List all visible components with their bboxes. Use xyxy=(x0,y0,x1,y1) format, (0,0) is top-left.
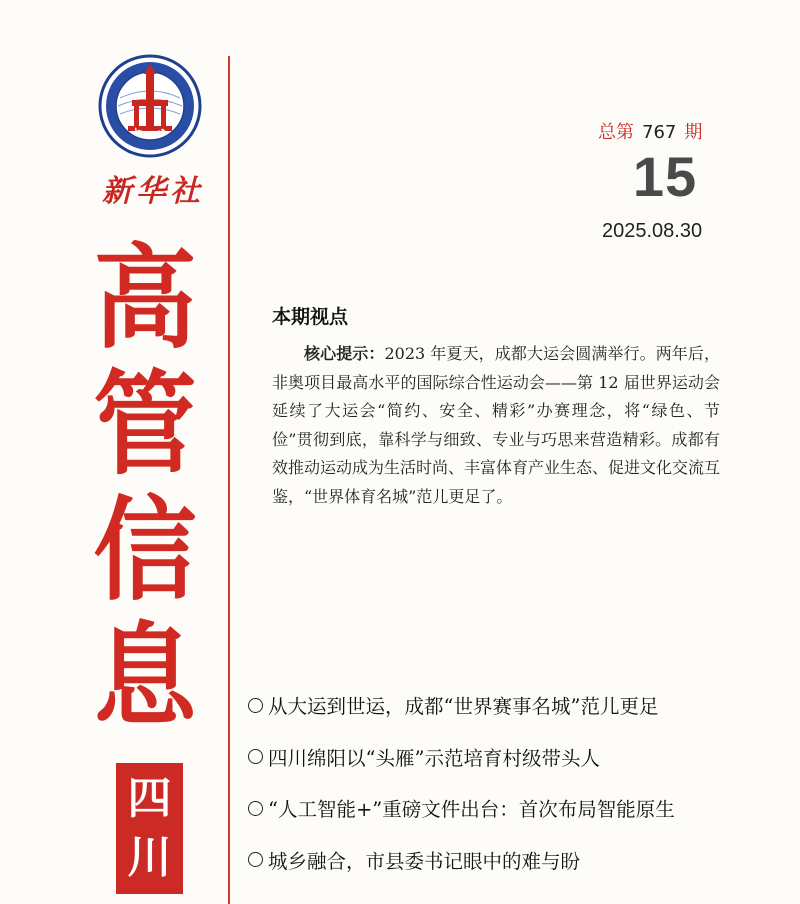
headline-list xyxy=(248,690,778,896)
headline-item[interactable] xyxy=(248,845,778,875)
emblem-text: XINHUA xyxy=(130,126,170,142)
headline-item[interactable] xyxy=(248,742,778,772)
region-char: 川 xyxy=(127,832,172,884)
publication-title xyxy=(85,236,205,740)
circle-bullet-icon xyxy=(248,852,263,867)
summary-paragraph xyxy=(272,340,720,512)
title-char: 管 xyxy=(93,360,197,490)
headline-text: 从大运到世运，成都“世界赛事名城”范儿更足 xyxy=(268,695,659,718)
xinhua-emblem-icon xyxy=(98,54,202,158)
title-char: 高 xyxy=(93,234,197,364)
issue-total xyxy=(598,118,728,144)
agency-name: 新华社 xyxy=(102,174,204,209)
issue-total-label: 总第 xyxy=(598,122,634,143)
headline-text: 四川绵阳以“头雁”示范培育村级带头人 xyxy=(268,746,600,770)
issue-total-suffix: 期 xyxy=(684,122,703,143)
vertical-divider xyxy=(228,56,230,904)
summary-text: 2023 年夏天，成都大运会圆满举行。两年后，非奥项目最高水平的国际综合性运动会——第 12 届世界运动会延续了大运会“简约、安全、精彩”办赛理念，将“绿色、节俭”贯彻到底，靠科学与细致、专业与巧思来营造精彩。成都有效推动运动成为生活时尚、丰富体育产业生态、促进文化交流互鉴，“世界体育名城”范儿更足了。 xyxy=(272,344,721,506)
headline-item[interactable] xyxy=(248,690,778,720)
issue-number: 15 xyxy=(632,145,698,208)
issue-date: 2025.08.30 xyxy=(602,220,703,242)
circle-bullet-icon xyxy=(248,801,263,816)
headline-item[interactable] xyxy=(248,793,778,823)
title-char: 信 xyxy=(93,486,197,616)
section-heading: 本期视点 xyxy=(272,306,349,328)
issue-total-number: 767 xyxy=(642,122,677,143)
region-badge xyxy=(116,763,183,894)
region-char: 四 xyxy=(127,772,172,824)
headline-text: “人工智能+”重磅文件出台：首次布局智能原生 xyxy=(268,798,675,821)
headline-text: 城乡融合，市县委书记眼中的难与盼 xyxy=(268,849,581,873)
title-char: 息 xyxy=(93,612,197,742)
summary-lead-label: 核心提示： xyxy=(304,344,385,363)
circle-bullet-icon xyxy=(248,698,263,713)
circle-bullet-icon xyxy=(248,749,263,764)
